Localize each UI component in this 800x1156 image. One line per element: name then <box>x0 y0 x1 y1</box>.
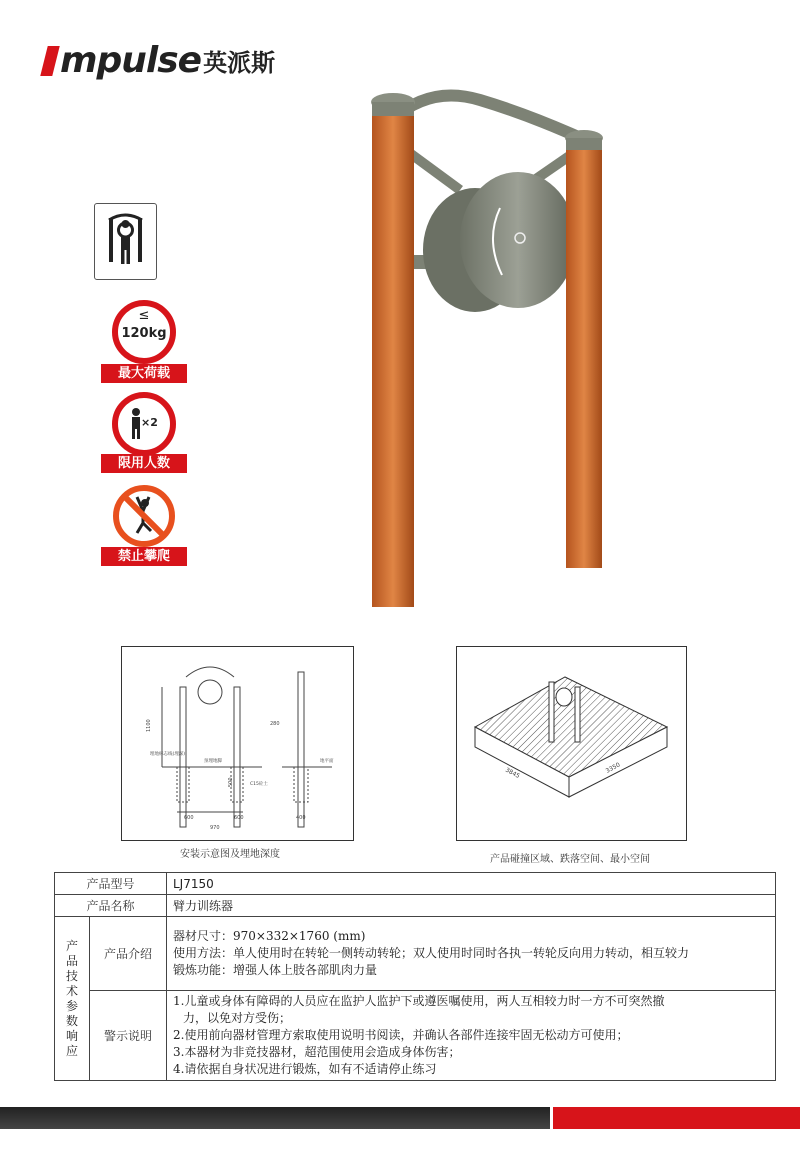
brand-logo <box>44 40 275 81</box>
no-climbing-icon <box>101 485 187 547</box>
name-label: 产品名称 <box>55 895 167 917</box>
note-anchor: 预埋地脚 <box>204 759 222 764</box>
dim-total-width: 970 <box>210 825 220 831</box>
dim-depth: 500 <box>228 777 234 787</box>
user-limit-count: ×2 <box>141 416 158 429</box>
dim-side-height: 280 <box>270 721 280 727</box>
safety-area-caption: 产品碰撞区域、跌落空间、最小空间 <box>490 854 650 865</box>
spec-table <box>54 872 776 1081</box>
max-load-value: 120kg <box>121 326 167 341</box>
dim-height: 1100 <box>146 719 152 732</box>
intro-value: 器材尺寸：970×332×1760 (mm) 使用方法：单人使用时在转轮一侧转动转轮；双人使用时同时各执一转轮反向用力转动，相互较力 锻炼功能：增强人体上肢各部肌肉力量 <box>167 917 776 991</box>
exercise-type-icon <box>94 203 157 280</box>
footer-dark-bar <box>0 1107 550 1129</box>
intro-label: 产品介绍 <box>90 917 167 991</box>
dim-side-footing: 400 <box>296 815 306 821</box>
no-climbing-sign <box>101 485 170 564</box>
warning-label: 警示说明 <box>90 991 167 1081</box>
note-floor: 地平面 <box>320 759 334 764</box>
user-limit-label: 限用人数 <box>101 454 187 473</box>
model-label: 产品型号 <box>55 873 167 895</box>
max-load-sign <box>101 300 170 381</box>
table-row <box>55 917 776 991</box>
tech-params-side-label: 产 品 技 术 参 数 响 应 <box>55 917 90 1081</box>
installation-caption: 安装示意图及埋地深度 <box>180 849 280 860</box>
installation-drawing <box>121 646 354 841</box>
logo-accent-bar <box>40 46 59 76</box>
max-load-symbol: ≤ <box>138 308 150 323</box>
name-value: 臂力训练器 <box>167 895 776 917</box>
table-row <box>55 895 776 917</box>
dim-footing-right: 600 <box>234 815 244 821</box>
table-row <box>55 991 776 1081</box>
max-load-label: 最大荷载 <box>101 364 187 383</box>
model-value: LJ7150 <box>167 873 776 895</box>
logo-latin-text: mpulse <box>60 40 202 81</box>
no-climbing-label: 禁止攀爬 <box>101 547 187 566</box>
safety-area-drawing <box>456 646 687 841</box>
area-dim-b: 3350 <box>604 761 622 775</box>
note-concrete: C15砼土 <box>250 782 268 787</box>
user-limit-sign <box>101 392 170 471</box>
dim-footing-left: 600 <box>184 815 194 821</box>
area-dim-a: 3845 <box>504 766 521 780</box>
note-ground-mark: 埋地标志线(埋深) <box>150 752 186 757</box>
product-rendering <box>360 80 620 614</box>
logo-chinese-text: 英派斯 <box>203 49 276 77</box>
table-row <box>55 873 776 895</box>
footer-red-bar <box>553 1107 800 1129</box>
warning-value: 1.儿童或身体有障碍的人员应在监护人监护下或遵医嘱使用，两人互相较力时一方不可突然撤 力，以免对方受伤； 2.使用前向器材管理方索取使用说明书阅读，并确认各部件连接牢固无松动方可使用； 3.本器材为非竞技器材，超范围使用会造成身体伤害； 4.请依据自身状况进行锻炼，如有不适请停止练习 <box>167 991 776 1081</box>
